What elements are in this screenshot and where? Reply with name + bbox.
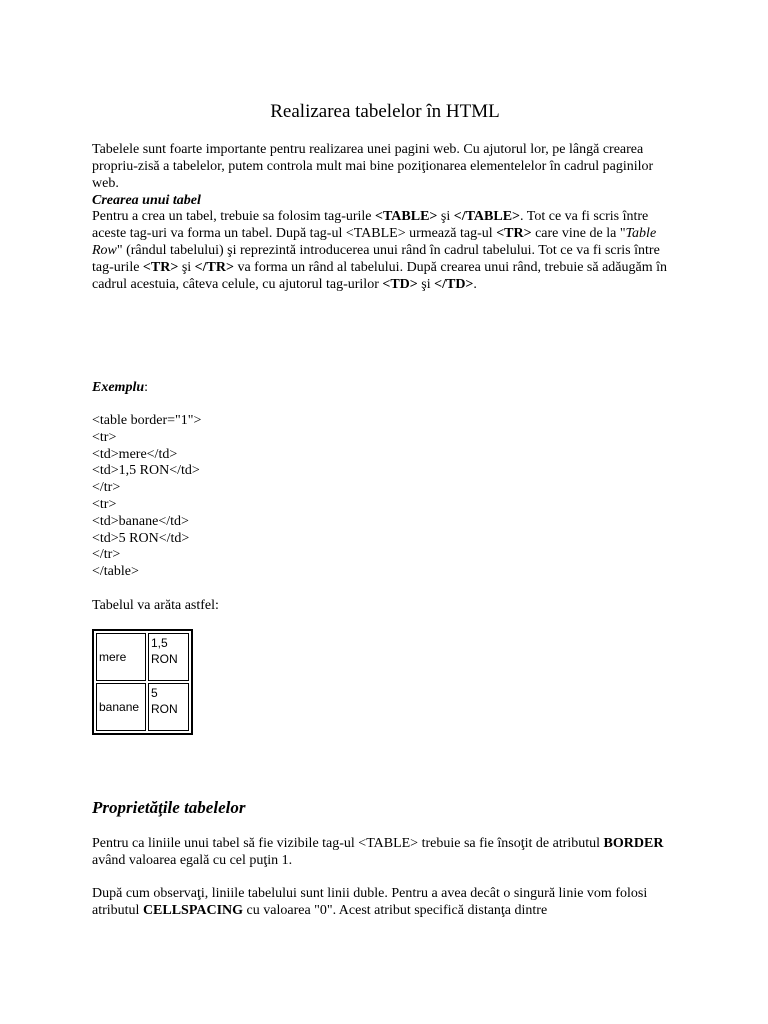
text-segment: Pentru a crea un tabel, trebuie sa folosim tag-urile bbox=[92, 209, 376, 224]
tag-table-close: </TABLE> bbox=[453, 209, 521, 224]
text-segment: " (rândul tabelului) şi reprezintă introducerea unui rând în cadrul tabelului. Tot ce va fi scris între tag-urile bbox=[92, 243, 660, 275]
code-line: <td>1,5 RON</td> bbox=[92, 463, 200, 479]
tag-tr-close: </TR> bbox=[194, 260, 234, 275]
tag-tr: <TR> bbox=[142, 260, 179, 275]
intro-paragraph bbox=[92, 141, 672, 209]
demo-table bbox=[92, 629, 193, 735]
code-line: <tr> bbox=[92, 429, 117, 445]
text-segment: având valoarea egală cu cel puţin 1. bbox=[92, 853, 293, 868]
code-line: <tr> bbox=[92, 496, 117, 512]
cellspacing-paragraph bbox=[92, 885, 672, 919]
table-row-term: Table Row bbox=[92, 226, 657, 258]
code-line: <td>5 RON</td> bbox=[92, 530, 190, 546]
table-cell: 1,5 RON bbox=[148, 633, 189, 681]
tag-table-open: <TABLE> bbox=[375, 209, 438, 224]
table-cell: banane bbox=[96, 683, 146, 731]
code-line: </tr> bbox=[92, 547, 121, 563]
table-cell: mere bbox=[96, 633, 146, 681]
table-cell: 5 RON bbox=[148, 683, 189, 731]
text-segment: şi bbox=[417, 277, 435, 292]
section-heading: Proprietăţile tabelelor bbox=[92, 798, 246, 817]
text-segment: cu valoarea "0". Acest atribut specifică distanţa dintre bbox=[243, 903, 548, 918]
code-line: <td>banane</td> bbox=[92, 513, 189, 529]
table-row bbox=[96, 683, 189, 731]
text-segment: . Tot ce va fi scris între aceste tag-uri va forma un tabel. După tag-ul <TABLE> urmează tag-ul bbox=[92, 209, 649, 241]
tag-td: <TD> bbox=[382, 277, 418, 292]
text-segment: şi bbox=[178, 260, 195, 275]
border-paragraph bbox=[92, 835, 672, 869]
document-title: Realizarea tabelelor în HTML bbox=[270, 101, 500, 122]
attr-border: BORDER bbox=[603, 836, 664, 851]
example-label bbox=[92, 379, 148, 396]
example-label-text: Exemplu bbox=[92, 380, 145, 395]
create-table-subheading: Crearea unui tabel bbox=[92, 193, 201, 208]
text-segment: care vine de la " bbox=[531, 226, 626, 241]
example-colon: : bbox=[144, 380, 149, 395]
tag-td-close: </TD> bbox=[434, 277, 474, 292]
tag-tr: <TR> bbox=[496, 226, 532, 241]
attr-cellspacing: CELLSPACING bbox=[142, 903, 244, 918]
table-row bbox=[96, 633, 189, 681]
result-label: Tabelul va arăta astfel: bbox=[92, 598, 219, 613]
code-line: </table> bbox=[92, 564, 139, 580]
text-segment: şi bbox=[437, 209, 454, 224]
create-table-paragraph bbox=[92, 208, 672, 293]
code-example bbox=[92, 412, 201, 580]
text-segment: . bbox=[473, 277, 477, 292]
text-segment: După cum observaţi, liniile tabelului sunt linii duble. Pentru a avea decât o singură linie vom folosi atributul bbox=[92, 886, 648, 918]
code-line: <td>mere</td> bbox=[92, 446, 178, 462]
code-line: <table border="1"> bbox=[92, 413, 202, 428]
text-segment: va forma un rând al tabelului. După crearea unui rând, trebuie să adăugăm în cadrul acestuia, câteva celule, cu ajutorul tag-urilor bbox=[92, 260, 668, 292]
intro-text: Tabelele sunt foarte importante pentru realizarea unei pagini web. Cu ajutorul lor, pe lângă crearea propriu-zisă a tabelelor, putem controla mult mai bine poziţionarea elementelelor în cadrul paginilor web. bbox=[92, 142, 654, 191]
code-line: </tr> bbox=[92, 480, 121, 496]
text-segment: Pentru ca liniile unui tabel să fie vizibile tag-ul <TABLE> trebuie sa fie însoţit de atributul bbox=[92, 836, 604, 851]
